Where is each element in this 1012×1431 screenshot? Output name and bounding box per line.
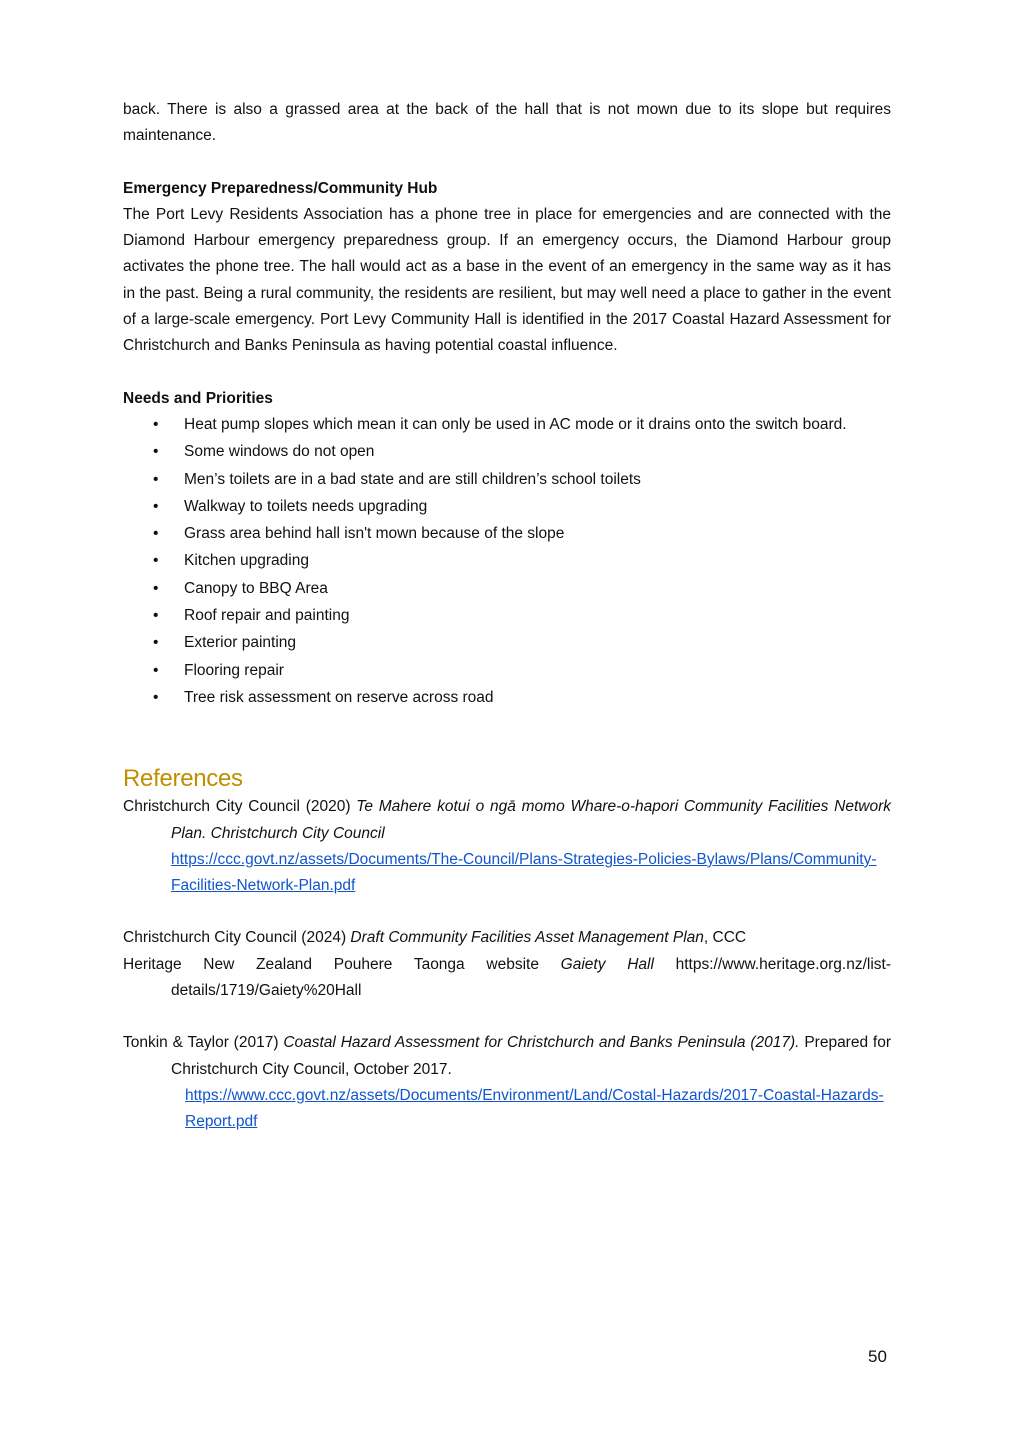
reference-link[interactable]: https://www.ccc.govt.nz/assets/Documents/Environment/Land/Costal-Hazards/2017-Coastal-Hazards-Report.pdf	[185, 1086, 884, 1131]
bullet-icon: •	[153, 525, 159, 543]
list-item: • Roof repair and painting	[123, 603, 891, 629]
reference-heritage: Heritage New Zealand Pouhere Taonga website Gaiety Hall https://www.heritage.org.nz/list-details/1719/Gaiety%20Hall	[123, 955, 891, 1000]
bullet-icon: •	[153, 579, 159, 597]
bullet-icon: •	[153, 607, 159, 625]
list-item: • Men’s toilets are in a bad state and are still children’s school toilets	[123, 467, 891, 493]
list-item: • Grass area behind hall isn't mown because of the slope	[123, 521, 891, 547]
emergency-paragraph: The Port Levy Residents Association has a phone tree in place for emergencies and are connected with the Diamond Harbour emergency preparedness group. If an emergency occurs, the Diamond Harbour group activates the phone tree. The hall would act as a base in the event of an emergency in the same way as it has in the past. Being a rural community, the residents are resilient, but may well need a place to gather in the event of a large-scale emergency. Port Levy Community Hall is identified in the 2017 Coastal Hazard Assessment for Christchurch and Banks Peninsula as having potential coastal influence.	[123, 205, 891, 355]
list-item: • Flooring repair	[123, 658, 891, 684]
references-heading: References	[123, 765, 243, 793]
reference-ccc-2024: Christchurch City Council (2024) Draft Community Facilities Asset Management Plan, CCC	[123, 929, 747, 947]
emergency-heading: Emergency Preparedness/Community Hub	[123, 179, 438, 197]
reference-tonkin-taylor: Tonkin & Taylor (2017) Coastal Hazard Assessment for Christchurch and Banks Peninsula (2017). Prepared for Christchurch City Council, October 2017. https://www.ccc.govt.nz/assets/Documents/Environment/Land/Costal-Hazards/2017-Coastal-Hazards-Report.pdf	[123, 1030, 891, 1135]
reference-link[interactable]: https://ccc.govt.nz/assets/Documents/The-Council/Plans-Strategies-Policies-Bylaws/Plans/Community-Facilities-Network-Plan.pdf	[171, 850, 877, 895]
list-item: • Canopy to BBQ Area	[123, 576, 891, 602]
bullet-icon: •	[153, 415, 159, 433]
list-item: • Tree risk assessment on reserve across road	[123, 685, 891, 711]
bullet-icon: •	[153, 470, 159, 488]
intro-paragraph: back. There is also a grassed area at the back of the hall that is not mown due to its slope but requires maintenance.	[123, 101, 891, 145]
page-number: 50	[868, 1347, 887, 1366]
reference-title: Te Mahere kotui o ngā momo Whare-o-hapori Community Facilities Network Plan. Christchurch City Council	[171, 798, 891, 842]
document-page	[123, 97, 891, 1136]
list-item: • Some windows do not open	[123, 439, 891, 465]
reference-title: Gaiety Hall	[560, 955, 654, 973]
list-item: • Heat pump slopes which mean it can only be used in AC mode or it drains onto the switch board.	[123, 412, 891, 438]
reference-title: Draft Community Facilities Asset Management Plan	[350, 929, 704, 947]
bullet-icon: •	[153, 497, 159, 515]
reference-title: Coastal Hazard Assessment for Christchurch and Banks Peninsula (2017).	[283, 1034, 800, 1052]
list-item: • Kitchen upgrading	[123, 548, 891, 574]
needs-heading: Needs and Priorities	[123, 389, 273, 407]
bullet-icon: •	[153, 634, 159, 652]
list-item: • Walkway to toilets needs upgrading	[123, 494, 891, 520]
bullet-icon: •	[153, 661, 159, 679]
reference-ccc-2020: Christchurch City Council (2020) Te Mahere kotui o ngā momo Whare-o-hapori Community Facilities Network Plan. Christchurch City Council https://ccc.govt.nz/assets/Documents/The-Council/Plans-Strategies-Policies-Bylaws/Plans/Community-Facilities-Network-Plan.pdf	[123, 794, 891, 899]
bullet-icon: •	[153, 688, 159, 706]
bullet-icon: •	[153, 443, 159, 461]
needs-list	[123, 412, 891, 711]
list-item: • Exterior painting	[123, 630, 891, 656]
bullet-icon: •	[153, 552, 159, 570]
